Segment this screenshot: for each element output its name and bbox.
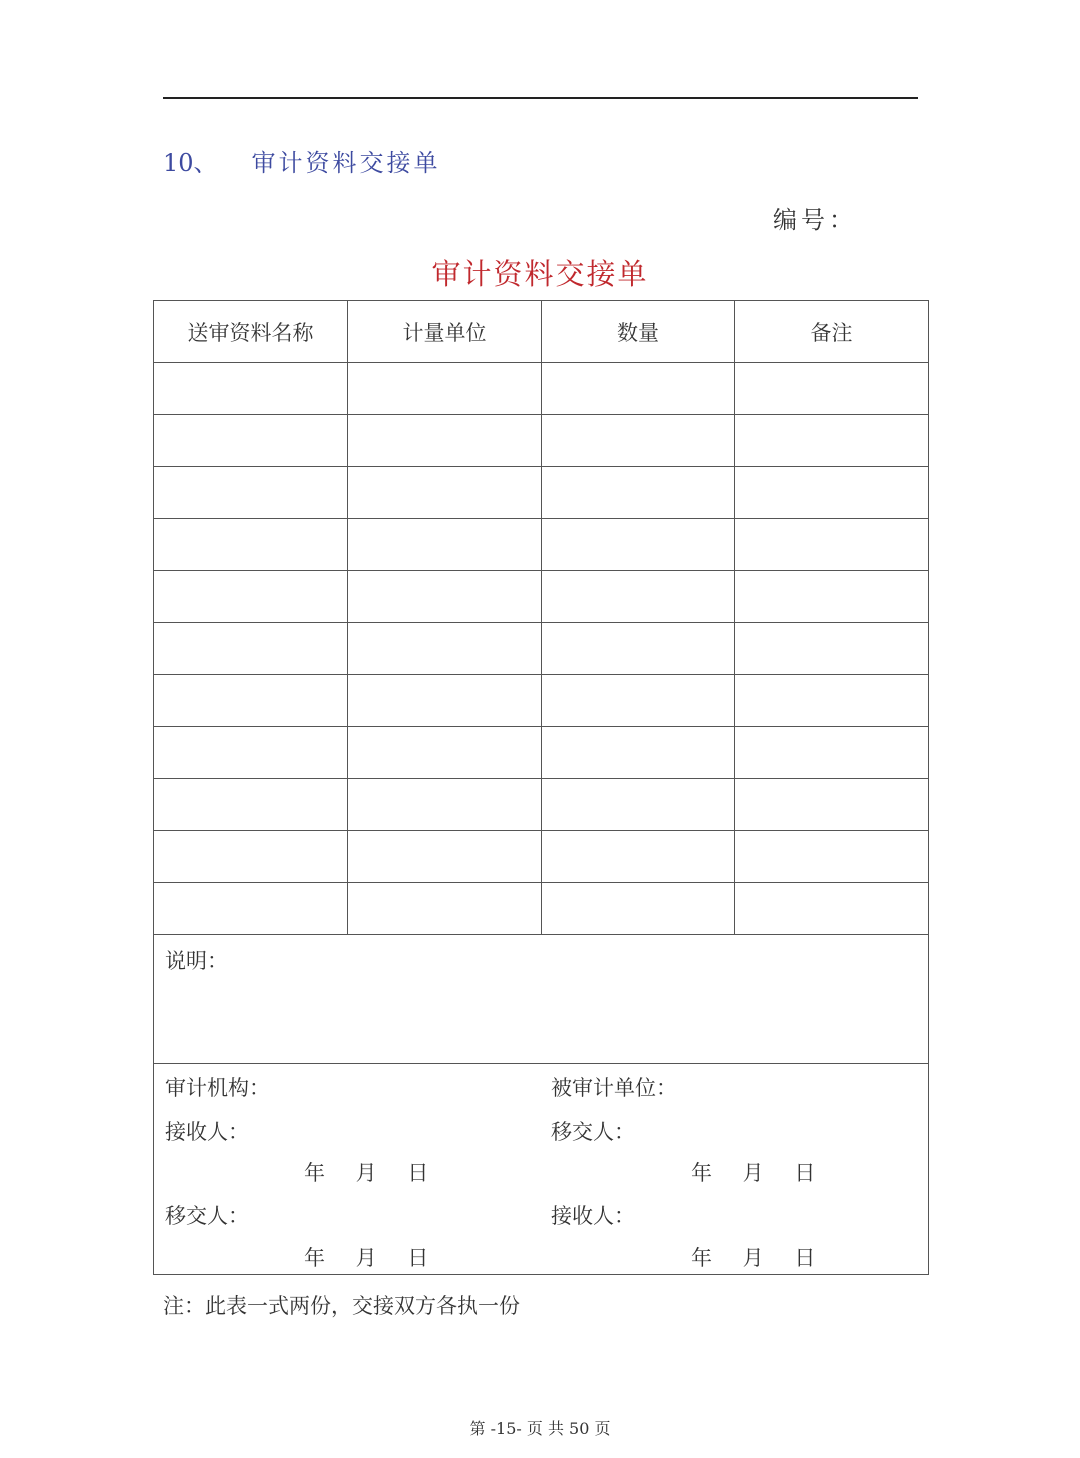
table-row: [154, 467, 929, 519]
table-row: [154, 623, 929, 675]
left-transferor-date: 年 月 日: [304, 1246, 441, 1270]
signature-cell: [154, 1064, 929, 1275]
table-cell[interactable]: [348, 727, 542, 779]
table-cell[interactable]: [542, 883, 735, 935]
table-cell[interactable]: [542, 363, 735, 415]
table-cell[interactable]: [348, 519, 542, 571]
left-receiver-label: 接收人：: [165, 1120, 249, 1144]
table-cell[interactable]: [735, 727, 929, 779]
table-row: [154, 831, 929, 883]
header-cell-remarks: 备注: [735, 301, 929, 363]
table-cell[interactable]: [735, 831, 929, 883]
section-heading: [163, 143, 441, 178]
table-cell[interactable]: [348, 779, 542, 831]
right-transferor-label: 移交人：: [551, 1120, 635, 1144]
table-row: [154, 727, 929, 779]
header-cell-quantity: 数量: [542, 301, 735, 363]
table-row: [154, 519, 929, 571]
table-cell[interactable]: [348, 883, 542, 935]
handover-table: [153, 300, 929, 1275]
table-cell[interactable]: [154, 467, 348, 519]
table-cell[interactable]: [542, 415, 735, 467]
table-cell[interactable]: [735, 363, 929, 415]
right-receiver-label: 接收人：: [551, 1204, 635, 1228]
table-cell[interactable]: [154, 883, 348, 935]
table-row: [154, 883, 929, 935]
table-cell[interactable]: [154, 571, 348, 623]
table-cell[interactable]: [735, 623, 929, 675]
table-cell[interactable]: [348, 363, 542, 415]
table-cell[interactable]: [542, 675, 735, 727]
section-title: 审计资料交接单: [251, 149, 441, 177]
audit-org-label: 审计机构：: [165, 1076, 270, 1100]
table-row: [154, 363, 929, 415]
signature-row: [154, 1064, 929, 1275]
notes-label: 说明：: [165, 949, 228, 973]
table-cell[interactable]: [154, 727, 348, 779]
table-row: [154, 779, 929, 831]
table-cell[interactable]: [348, 467, 542, 519]
table-cell[interactable]: [735, 675, 929, 727]
notes-cell[interactable]: [154, 935, 929, 1064]
table-cell[interactable]: [348, 831, 542, 883]
table-cell[interactable]: [542, 831, 735, 883]
header-cell-unit: 计量单位: [348, 301, 542, 363]
form-title: 审计资料交接单: [431, 257, 649, 291]
left-transferor-label: 移交人：: [165, 1204, 249, 1228]
table-header-row: [154, 301, 929, 363]
table-cell[interactable]: [542, 467, 735, 519]
table-cell[interactable]: [154, 831, 348, 883]
table-cell[interactable]: [735, 415, 929, 467]
table-cell[interactable]: [735, 779, 929, 831]
table-cell[interactable]: [542, 519, 735, 571]
table-cell[interactable]: [735, 571, 929, 623]
table-cell[interactable]: [154, 675, 348, 727]
table-cell[interactable]: [542, 727, 735, 779]
table-cell[interactable]: [735, 519, 929, 571]
table-cell[interactable]: [735, 883, 929, 935]
table-row: [154, 571, 929, 623]
table-body: [154, 363, 929, 935]
notes-row: [154, 935, 929, 1064]
table-cell[interactable]: [348, 675, 542, 727]
table-row: [154, 675, 929, 727]
table-cell[interactable]: [348, 571, 542, 623]
table-cell[interactable]: [154, 519, 348, 571]
table-cell[interactable]: [348, 623, 542, 675]
table-cell[interactable]: [542, 779, 735, 831]
section-number: 10、: [163, 149, 218, 177]
header-rule: [163, 97, 918, 99]
left-receiver-date: 年 月 日: [304, 1161, 441, 1185]
right-receiver-date: 年 月 日: [691, 1246, 828, 1270]
header-cell-material-name: 送审资料名称: [154, 301, 348, 363]
footnote: 注：此表一式两份，交接双方各执一份: [163, 1294, 520, 1318]
serial-number-label: 编号：: [773, 206, 857, 234]
table-cell[interactable]: [542, 623, 735, 675]
table-cell[interactable]: [154, 415, 348, 467]
table-cell[interactable]: [735, 467, 929, 519]
table-cell[interactable]: [542, 571, 735, 623]
page-number: 第 -15- 页 共 50 页: [469, 1419, 611, 1438]
audited-unit-label: 被审计单位：: [551, 1076, 677, 1100]
table-cell[interactable]: [154, 779, 348, 831]
table-cell[interactable]: [348, 415, 542, 467]
table-cell[interactable]: [154, 363, 348, 415]
table-cell[interactable]: [154, 623, 348, 675]
table-row: [154, 415, 929, 467]
right-transferor-date: 年 月 日: [691, 1161, 828, 1185]
